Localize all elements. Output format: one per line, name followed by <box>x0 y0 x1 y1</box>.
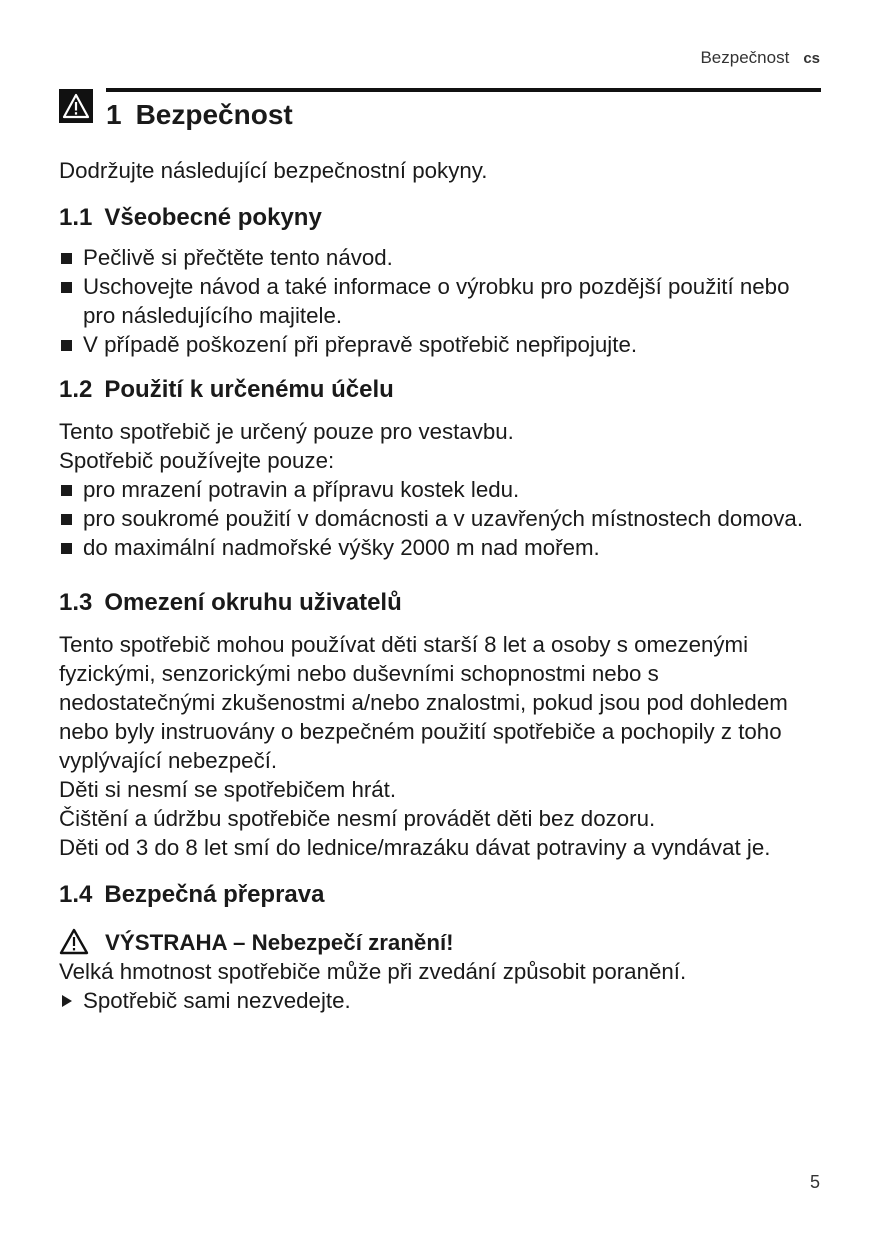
intended-use-line: Tento spotřebič je určený pouze pro vestavbu. <box>59 419 514 444</box>
chapter-title <box>106 99 293 131</box>
intended-use-line: Spotřebič používejte pouze: <box>59 448 335 473</box>
square-bullet-icon <box>61 543 72 554</box>
list-item <box>59 330 821 359</box>
page-number: 5 <box>809 1172 820 1192</box>
heading-1-3 <box>59 588 821 618</box>
list-item-text: Pečlivě si přečtěte tento návod. <box>83 245 393 270</box>
square-bullet-icon <box>61 282 72 293</box>
warning-triangle-icon <box>59 89 93 123</box>
header-section-title: Bezpečnost <box>700 48 790 67</box>
square-bullet-icon <box>61 340 72 351</box>
warning-heading <box>59 928 821 957</box>
warning-title-text: VÝSTRAHA – Nebezpečí zranění! <box>105 930 454 955</box>
warning-text: Velká hmotnost spotřebiče může při zvedání způsobit poranění. <box>59 959 687 984</box>
heading-number: 1.4 <box>59 881 93 908</box>
heading-text: Bezpečná přeprava <box>104 881 325 908</box>
heading-1-2 <box>59 375 821 405</box>
action-text: Spotřebič sami nezvedejte. <box>83 988 351 1013</box>
list-item-text: Uschovejte návod a také informace o výrobku pro pozdější použití nebo pro následujícího majitele. <box>83 274 790 328</box>
user-restriction-paragraph: Čištění a údržbu spotřebiče nesmí provádět děti bez dozoru. <box>59 806 656 831</box>
chapter-title-text: Bezpečnost <box>135 99 293 130</box>
list-item-text: pro mrazení potravin a přípravu kostek ledu. <box>83 477 520 502</box>
general-instructions-list <box>59 243 821 359</box>
heading-1-4 <box>59 880 821 910</box>
action-step <box>59 986 821 1015</box>
list-item <box>59 243 821 272</box>
heading-text: Použití k určenému účelu <box>104 376 394 403</box>
list-item <box>59 272 821 330</box>
warning-triangle-icon <box>59 928 89 955</box>
square-bullet-icon <box>61 253 72 264</box>
list-item <box>59 475 821 504</box>
heading-number: 1.3 <box>59 589 93 616</box>
intended-use-list <box>59 475 821 562</box>
square-bullet-icon <box>61 485 72 496</box>
list-item-text: do maximální nadmořské výšky 2000 m nad mořem. <box>83 535 600 560</box>
header-language-code: cs <box>803 50 820 67</box>
user-restriction-paragraph: Tento spotřebič mohou používat děti starší 8 let a osoby s omezenými fyzickými, senzorickými nebo duševními schopnostmi nebo s nedostatečnými zkušenostmi a/nebo znalostmi, pokud jsou pod dohledem nebo byly instruovány o bezpečném použití spotřebiče a pochopily z toho vyplývající nebezpečí. <box>59 632 788 773</box>
chapter-number: 1 <box>106 99 122 130</box>
running-header <box>700 48 820 68</box>
intro-text: Dodržujte následující bezpečnostní pokyny. <box>59 158 488 183</box>
list-item-text: V případě poškození při přepravě spotřebič nepřipojujte. <box>83 332 638 357</box>
page-content <box>59 156 821 1015</box>
heading-text: Všeobecné pokyny <box>104 204 322 231</box>
user-restriction-paragraph: Děti od 3 do 8 let smí do lednice/mrazáku dávat potraviny a vyndávat je. <box>59 835 771 860</box>
list-item <box>59 504 821 533</box>
heading-text: Omezení okruhu uživatelů <box>104 589 402 616</box>
action-arrow-icon <box>62 995 72 1007</box>
square-bullet-icon <box>61 514 72 525</box>
heading-number: 1.2 <box>59 376 93 403</box>
user-restriction-paragraph: Děti si nesmí se spotřebičem hrát. <box>59 777 397 802</box>
list-item-text: pro soukromé použití v domácnosti a v uzavřených místnostech domova. <box>83 506 804 531</box>
heading-1-1 <box>59 203 821 233</box>
header-rule <box>106 88 821 92</box>
heading-number: 1.1 <box>59 204 93 231</box>
list-item <box>59 533 821 562</box>
